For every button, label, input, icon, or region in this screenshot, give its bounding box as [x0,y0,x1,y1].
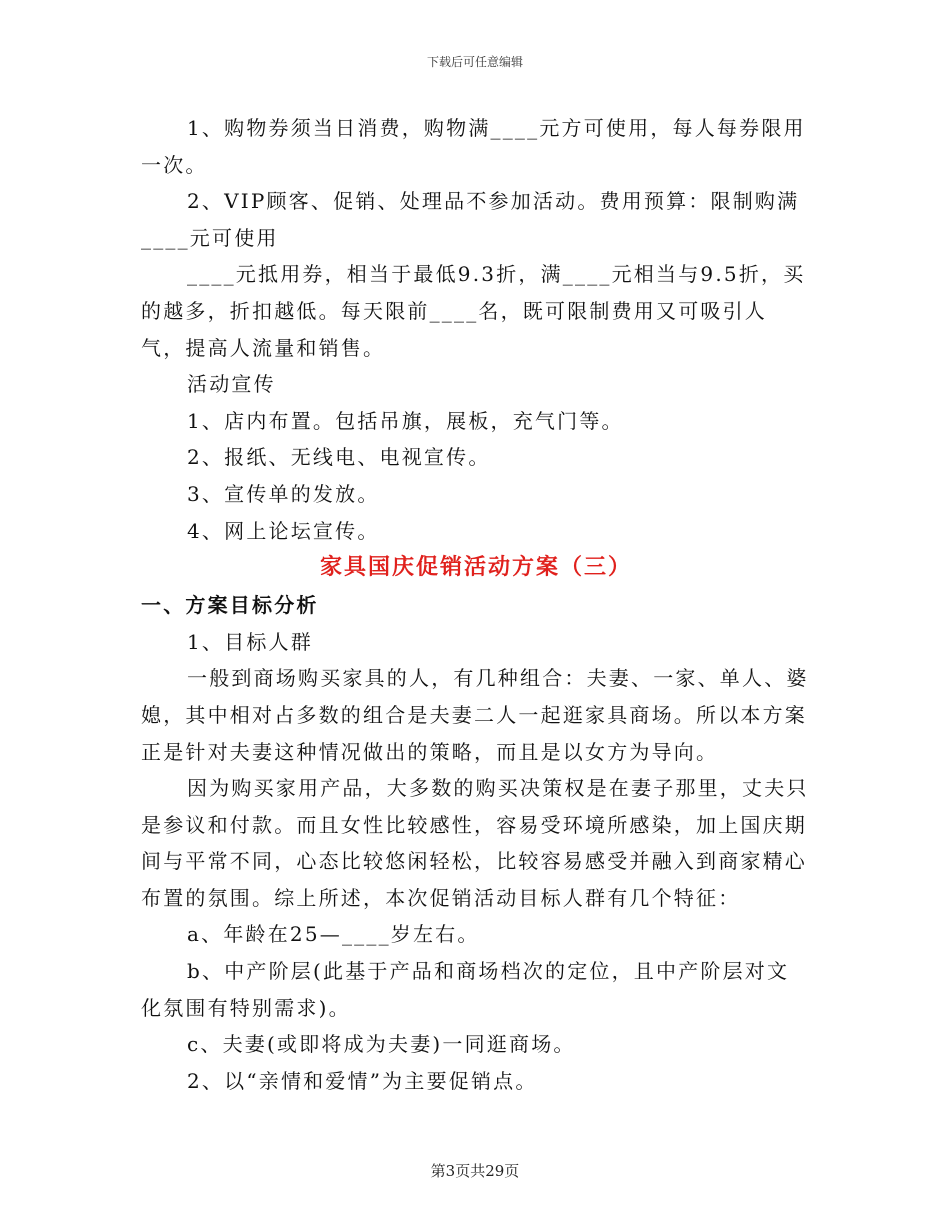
paragraph: 2、VIP顾客、促销、处理品不参加活动。费用预算：限制购满____元可使用 [141,189,800,250]
paragraph: 因为购买家用产品，大多数的购买决策权是在妻子那里，丈夫只是参议和付款。而且女性比较感性，容易受环境所感染，加上国庆期间与平常不同，心态比较悠闲轻松，比较容易感受并融入到商家精心布置的氛围。综上所述，本次促销活动目标人群有几个特征： [141,776,809,910]
paragraph: 1、购物券须当日消费，购物满____元方可使用，每人每券限用一次。 [141,116,806,177]
paragraph: 活动宣传 [187,372,276,397]
paragraph: 一般到商场购买家具的人，有几种组合：夫妻、一家、单人、婆媳，其中相对占多数的组合是夫妻二人一起逛家具商场。所以本方案正是针对夫妻这种情况做出的策略，而且是以女方为导向。 [141,666,809,764]
paragraph: 1、店内布置。包括吊旗，展板，充气门等。 [187,408,624,433]
document-body [141,110,811,1099]
paragraph: b、中产阶层(此基于产品和商场档次的定位，且中产阶层对文化氛围有特别需求)。 [141,959,790,1020]
section-heading: 一、方案目标分析 [141,593,319,618]
paragraph: ____元抵用券，相当于最低9.3折，满____元相当与9.5折，买的越多，折扣越低。每天限前____名，既可限制费用又可吸引人气，提高人流量和销售。 [141,262,806,360]
paragraph: 3、宣传单的发放。 [187,481,380,506]
paragraph: a、年龄在25—____岁左右。 [187,922,480,947]
section-title: 家具国庆促销活动方案（三） [319,555,632,581]
paragraph: c、夫妻(或即将成为夫妻)一同逛商场。 [187,1032,576,1057]
page-footer: 第3页共29页 [430,1162,520,1180]
page-header: 下载后可任意编辑 [426,55,523,69]
paragraph: 2、以“亲情和爱情”为主要促销点。 [187,1068,538,1093]
paragraph: 1、目标人群 [187,629,313,654]
paragraph: 4、网上论坛宣传。 [187,518,380,543]
paragraph: 2、报纸、无线电、电视宣传。 [187,445,491,470]
